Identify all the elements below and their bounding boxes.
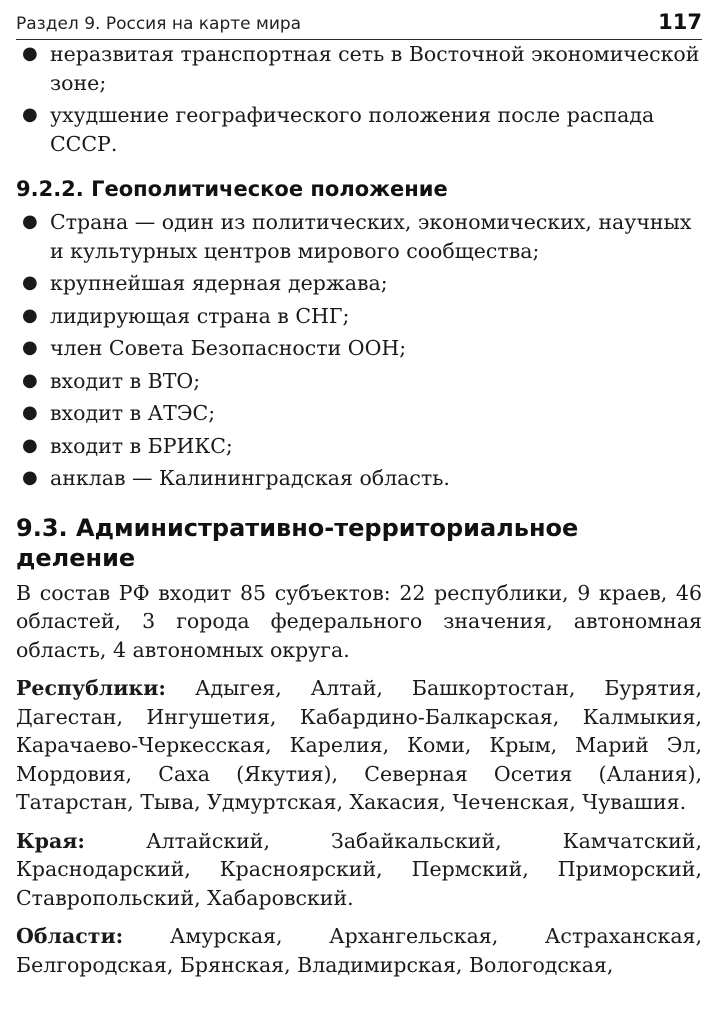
bullet-icon: ● bbox=[22, 43, 38, 64]
list-item-text: Страна — один из политических, экономических, научных и культурных центров мирового сообщества; bbox=[50, 210, 692, 263]
oblasti-label: Области: bbox=[16, 924, 124, 948]
list-item bbox=[16, 208, 702, 265]
list-item bbox=[16, 464, 702, 493]
list-item-text: ухудшение географического положения после распада СССР. bbox=[50, 103, 655, 156]
subsection-heading: 9.2.2. Геополитическое положение bbox=[16, 177, 448, 201]
republics-paragraph bbox=[16, 674, 702, 817]
bullet-icon: ● bbox=[22, 337, 38, 358]
bullet-icon: ● bbox=[22, 434, 38, 456]
list-item-text: лидирующая страна в СНГ; bbox=[50, 303, 350, 328]
bullet-icon: ● bbox=[22, 402, 38, 423]
list-item bbox=[16, 40, 702, 97]
list-item bbox=[16, 101, 702, 158]
oblasti-text: Амурская, Архангельская, Астраханская, Белгородская, Брянская, Владимирская, Вологодская, bbox=[16, 924, 702, 977]
section-heading: 9.3. Административно-территориальное деление bbox=[16, 513, 579, 572]
list-item-text: крупнейшая ядерная держава; bbox=[50, 271, 388, 295]
book-page bbox=[16, 0, 702, 989]
list-item bbox=[16, 269, 702, 298]
list-item-text: неразвитая транспортная сеть в Восточной экономической зоне; bbox=[50, 42, 700, 95]
page-body bbox=[16, 40, 702, 979]
list-item bbox=[16, 367, 702, 396]
list-item bbox=[16, 302, 702, 331]
list-item-text: входит в ВТО; bbox=[50, 368, 201, 393]
list-item-text: член Совета Безопасности ООН; bbox=[50, 336, 407, 360]
bullet-icon: ● bbox=[22, 467, 38, 488]
geopolitics-bullet-list bbox=[16, 208, 702, 493]
bullet-icon: ● bbox=[22, 272, 38, 293]
bullet-icon: ● bbox=[22, 104, 38, 125]
bullet-icon: ● bbox=[22, 211, 38, 232]
list-item bbox=[16, 432, 702, 461]
krai-label: Края: bbox=[16, 828, 85, 853]
list-item-text: анклав — Калининградская область. bbox=[50, 466, 450, 490]
running-head bbox=[16, 0, 702, 40]
republics-label: Республики: bbox=[16, 676, 166, 700]
running-head-section: Раздел 9. Россия на карте мира bbox=[16, 14, 302, 34]
krai-paragraph bbox=[16, 827, 702, 913]
list-item bbox=[16, 399, 702, 428]
page-number: 117 bbox=[658, 10, 702, 34]
list-item-text: входит в БРИКС; bbox=[50, 433, 233, 458]
intro-bullet-list bbox=[16, 40, 702, 158]
bullet-icon: ● bbox=[22, 304, 38, 326]
krai-text: Алтайский, Забайкальский, Камчатский, Краснодарский, Красноярский, Пермский, Приморский, Ставропольский, Хабаровский. bbox=[16, 828, 702, 910]
oblasti-paragraph bbox=[16, 922, 702, 979]
list-item bbox=[16, 334, 702, 363]
admin-intro-paragraph: В состав РФ входит 85 субъектов: 22 республики, 9 краев, 46 областей, 3 города федерального значения, автономная область, 4 автономных округа. bbox=[16, 580, 702, 662]
republics-text: Адыгея, Алтай, Башкортостан, Бурятия, Дагестан, Ингушетия, Кабардино-Балкарская, Калмыкия, Карачаево-Черкесская, Карелия, Коми, Крым, Марий Эл, Мордовия, Саха (Якутия), Северная Осетия (Алания), Татарстан, Тыва, Удмуртская, Хакасия, Чеченская, Чувашия. bbox=[16, 676, 702, 814]
list-item-text: входит в АТЭС; bbox=[50, 401, 216, 425]
bullet-icon: ● bbox=[22, 369, 38, 391]
